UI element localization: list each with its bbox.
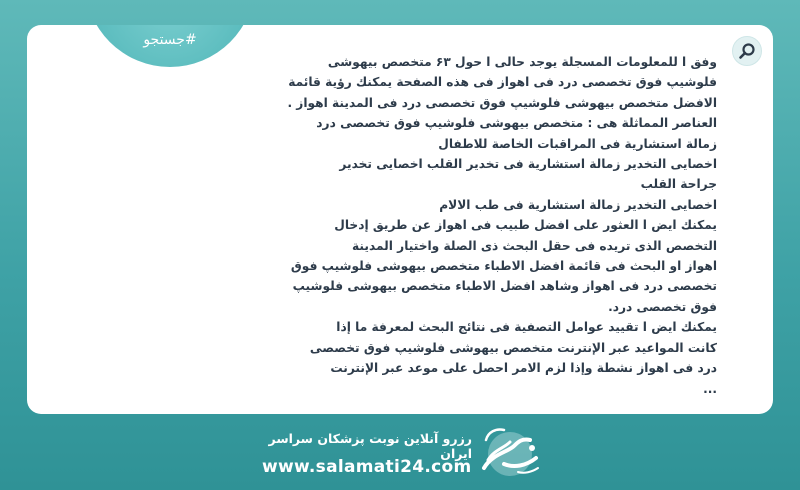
description-text [287, 52, 717, 399]
text-line: اخصایی التخدیر زمالة استشارية فی تخدیر القلب اخصایی تخدیر [339, 157, 717, 172]
content-card [27, 25, 773, 414]
hashtag-label[interactable]: #جستجو [143, 32, 197, 48]
text-line: یمكنك ایض ا العثور علی افضل طبیب فی اهواز عن طریق إدخال [334, 218, 717, 233]
text-ellipsis: ... [703, 381, 717, 396]
text-line: التخصص الذی تریده فی حقل البحث ذی الصلة واختیار المدینة [352, 238, 717, 253]
text-line: اخصایی التخدیر زمالة استشارية فی طب الالام [439, 197, 717, 212]
text-line: یمكنك ایض ا تقیید عوامل التصفیة فی نتائج البحث لمعرفة ما إذا [336, 320, 717, 335]
footer-tagline: رزرو آنلاین نوبت پزشکان سراسر ایران [268, 431, 472, 461]
search-button[interactable] [732, 36, 762, 66]
text-line: كانت المواعید عبر الإنترنت متخصص بیهوشی فلوشیپ فوق تخصصی [309, 340, 717, 355]
text-line: وفق ا للمعلومات المسجلة يوجد حالى ا حول ۶۳ متخصص بیهوشی [327, 55, 717, 69]
text-line: الافضل متخصص بیهوشی فلوشیپ فوق تخصصی درد فی المدینة اهواز . [287, 95, 717, 110]
text-line: فلوشیپ فوق تخصصی درد فی اهواز فی هذه الصفحة یمكنك رؤیة قائمة [288, 75, 717, 90]
text-line: تخصصی درد فی اهواز وشاهد افضل الاطباء متخصص بیهوشی فلوشیپ [292, 279, 717, 294]
text-line: جراحة القلب [640, 177, 717, 192]
text-line: العناصر المماثلة هی : متخصص بیهوشی فلوشیپ فوق تخصصی درد [316, 116, 717, 131]
text-line: درد فی اهواز نشطة وإذا لزم الامر احصل علی موعد عبر الإنترنت [330, 361, 717, 376]
text-line: اهواز او البحث فی قائمة افضل الاطباء متخصص بیهوشی فلوشیپ فوق [290, 259, 717, 274]
footer-url-link[interactable]: www.salamati24.com [262, 457, 472, 477]
salamati-logo-icon[interactable] [474, 424, 546, 480]
text-line: فوق تخصصی درد. [608, 299, 717, 314]
text-line: زمالة استشارية فی المراقبات الخاصة للاطفال [438, 136, 717, 151]
